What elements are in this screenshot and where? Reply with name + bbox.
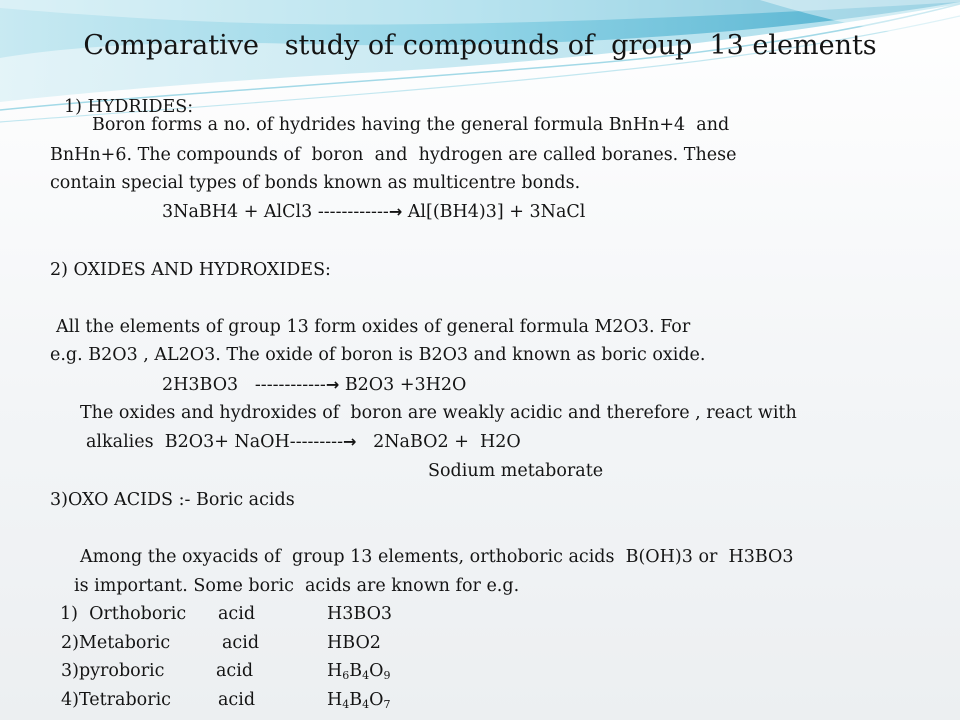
equation-reactants: 2H3BO3 ------------ [162, 375, 326, 395]
acid-list-row [0, 603, 520, 627]
hydrides-paragraph-line: BnHn+6. The compounds of boron and hydrogen are called boranes. These [50, 145, 737, 165]
equation-reactants: 3NaBH4 + AlCl3 ------------ [162, 202, 389, 222]
acid-word: acid [216, 661, 254, 681]
hydrides-paragraph-line: contain special types of bonds known as multicentre bonds. [50, 173, 581, 193]
acid-name: 4)Tetraboric [61, 690, 171, 710]
equation-reactants: alkalies B2O3+ NaOH--------- [86, 432, 343, 452]
acid-list-row [0, 632, 520, 656]
boric-acid-dehydration-equation [162, 374, 466, 396]
acid-word: acid [218, 690, 256, 710]
equation-products: B2O3 +3H2O [339, 375, 467, 395]
formula-part: H [327, 661, 343, 681]
acid-name: 1) Orthoboric [60, 604, 187, 624]
acid-word: acid [222, 633, 260, 653]
formula-subscript: 4 [362, 698, 370, 711]
acid-name: 3)pyroboric [61, 661, 165, 681]
formula-part: O [369, 661, 384, 681]
formula-part: HBO2 [327, 633, 381, 653]
formula-part: B [349, 661, 363, 681]
acid-formula [327, 632, 381, 654]
borohydride-equation [162, 201, 585, 223]
equation-products: Al[(BH4)3] + 3NaCl [402, 202, 586, 222]
acid-formula [327, 660, 391, 687]
hydrides-paragraph-line: Boron forms a no. of hydrides having the general formula BnHn+4 and [92, 115, 730, 135]
formula-part: H3BO3 [327, 604, 393, 624]
naoh-reaction-equation [86, 431, 521, 453]
formula-subscript: 9 [383, 669, 391, 682]
oxides-heading: 2) OXIDES AND HYDROXIDES: [50, 260, 331, 280]
acid-formula [327, 689, 391, 716]
oxo-paragraph-line: Among the oxyacids of group 13 elements, orthoboric acids B(OH)3 or H3BO3 [80, 547, 794, 567]
slide-title: Comparative study of compounds of group 13 elements [83, 30, 877, 61]
formula-subscript: 4 [342, 698, 350, 711]
acid-formula [327, 603, 392, 625]
oxides-paragraph-line: All the elements of group 13 form oxides of general formula M2O3. For [56, 317, 691, 337]
acid-list-row [0, 689, 520, 713]
oxides-paragraph-line: e.g. B2O3 , AL2O3. The oxide of boron is B2O3 and known as boric oxide. [50, 345, 706, 365]
hydrides-heading: 1) HYDRIDES: [64, 97, 194, 117]
acid-name: 2)Metaboric [61, 633, 171, 653]
acid-list-row [0, 660, 520, 684]
oxo-paragraph-line: is important. Some boric acids are known for e.g. [74, 576, 520, 596]
product-name-label: Sodium metaborate [428, 461, 604, 481]
formula-part: B [349, 690, 363, 710]
arrow-icon: → [343, 432, 357, 451]
arrow-icon: → [325, 375, 340, 394]
formula-subscript: 7 [383, 698, 391, 711]
equation-products: 2NaBO2 + H2O [356, 432, 521, 452]
arrow-icon: → [388, 202, 403, 221]
formula-part: O [369, 690, 384, 710]
formula-part: H [327, 690, 343, 710]
acid-word: acid [218, 604, 256, 624]
formula-subscript: 4 [362, 669, 370, 682]
oxo-acids-heading: 3)OXO ACIDS :- Boric acids [50, 490, 295, 510]
formula-subscript: 6 [342, 669, 350, 682]
oxides-paragraph-line: The oxides and hydroxides of boron are weakly acidic and therefore , react with [80, 403, 797, 423]
